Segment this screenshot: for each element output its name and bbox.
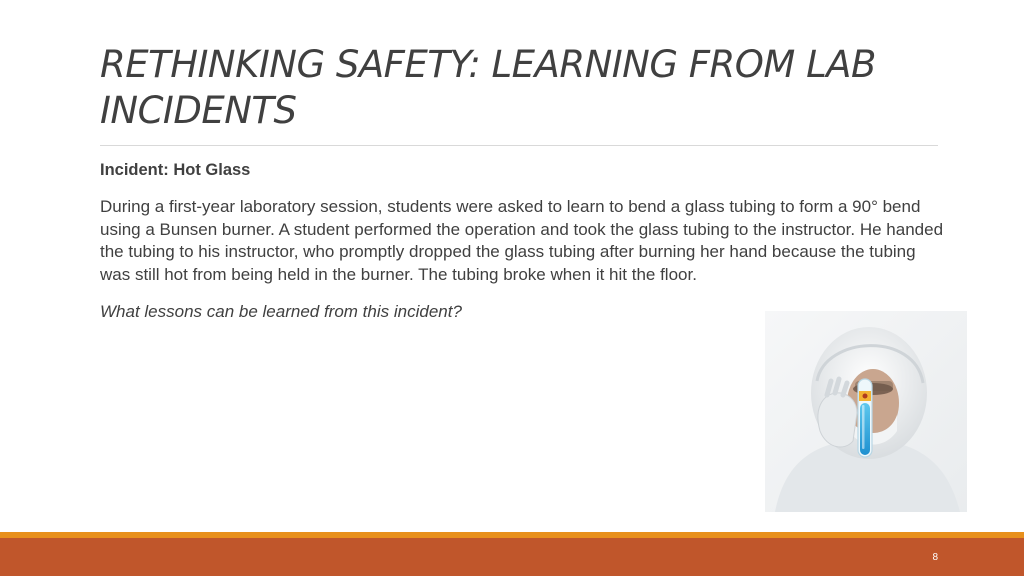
content-area xyxy=(100,158,945,323)
slide-title-line-2: INCIDENTS xyxy=(100,89,297,132)
discussion-question: What lessons can be learned from this incident? xyxy=(100,302,462,321)
title-divider xyxy=(100,145,938,146)
slide-title-line-1: RETHINKING SAFETY: LEARNING FROM LAB xyxy=(100,43,876,86)
footer-band xyxy=(0,538,1024,576)
slide-title xyxy=(100,42,940,134)
page-number: 8 xyxy=(932,552,938,563)
incident-heading: Incident: Hot Glass xyxy=(100,161,251,179)
scientist-photo xyxy=(765,311,967,512)
incident-description: During a first-year laboratory session, students were asked to learn to bend a glass tubing to form a 90° bend using a Bunsen burner. A student performed the operation and took the glass tubing to the instructor. He handed the tubing to his instructor, who promptly dropped the glass tubing after burning her hand because the tubing was still hot from being held in the burner. The tubing broke when it hit the floor. xyxy=(100,197,944,284)
